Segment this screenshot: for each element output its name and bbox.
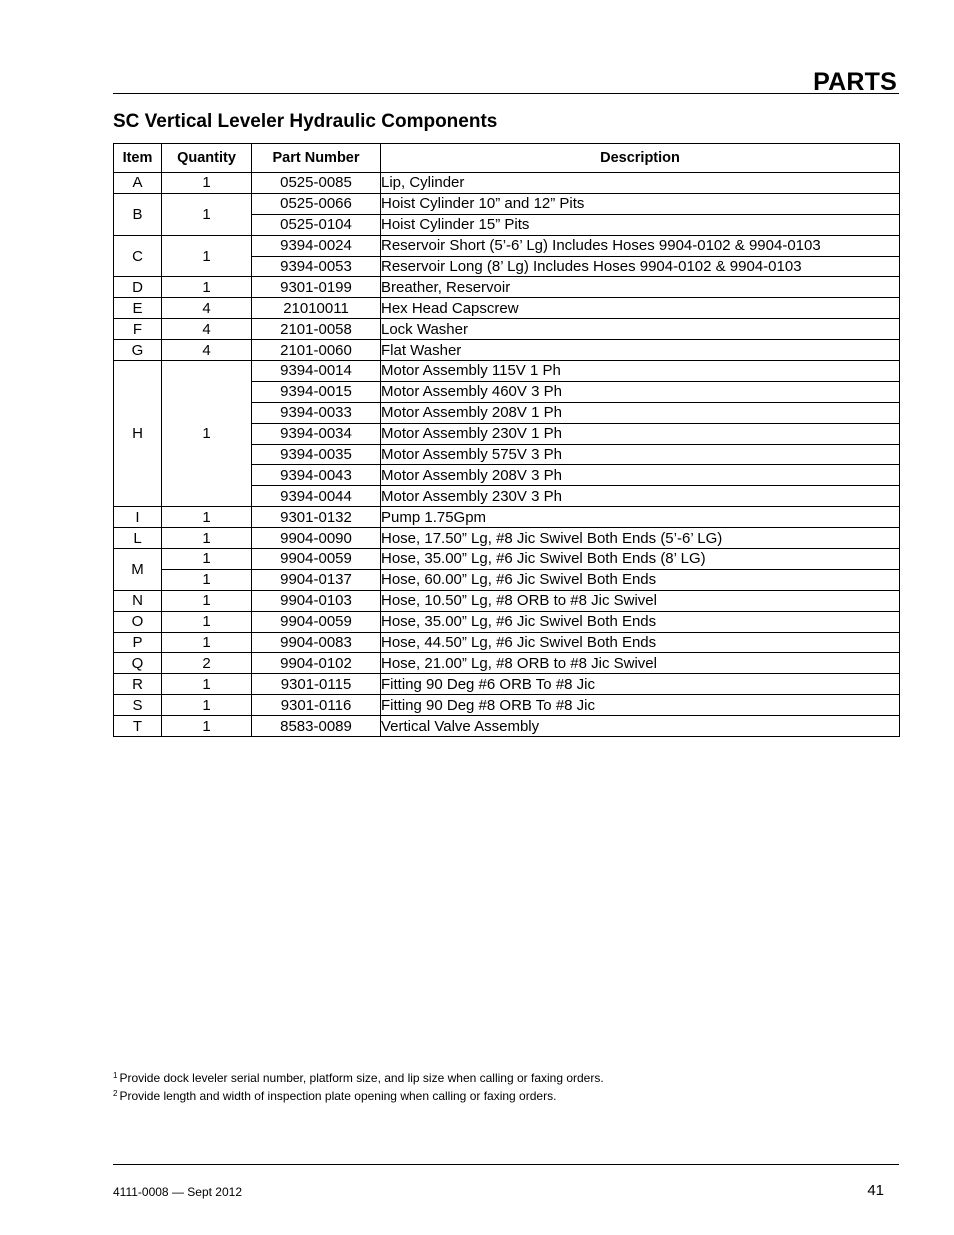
description-cell: Hose, 35.00” Lg, #6 Jic Swivel Both Ends (8’ LG) bbox=[381, 549, 900, 570]
footnote-mark: 2 bbox=[113, 1089, 118, 1098]
quantity-cell: 1 bbox=[162, 277, 252, 298]
part-number-cell: 9904-0059 bbox=[252, 549, 381, 570]
part-number-cell: 9301-0115 bbox=[252, 674, 381, 695]
table-header-row bbox=[114, 144, 900, 173]
part-number-cell: 9394-0043 bbox=[252, 465, 381, 486]
footnotes bbox=[113, 1068, 604, 1104]
parts-table bbox=[113, 143, 900, 737]
part-number-cell: 9394-0035 bbox=[252, 444, 381, 465]
table-row bbox=[114, 173, 900, 194]
document-reference: 4111-0008 — Sept 2012 bbox=[113, 1185, 242, 1199]
footnote-text: Provide dock leveler serial number, platform size, and lip size when calling or faxing orders. bbox=[119, 1071, 604, 1085]
item-cell: F bbox=[114, 319, 162, 340]
part-number-cell: 9394-0015 bbox=[252, 381, 381, 402]
description-cell: Flat Washer bbox=[381, 340, 900, 361]
part-number-cell: 9904-0137 bbox=[252, 569, 381, 590]
item-cell: O bbox=[114, 611, 162, 632]
quantity-cell: 1 bbox=[162, 632, 252, 653]
item-cell: S bbox=[114, 695, 162, 716]
description-cell: Hose, 10.50” Lg, #8 ORB to #8 Jic Swivel bbox=[381, 590, 900, 611]
part-number-cell: 0525-0104 bbox=[252, 214, 381, 235]
description-cell: Hose, 44.50” Lg, #6 Jic Swivel Both Ends bbox=[381, 632, 900, 653]
description-cell: Lip, Cylinder bbox=[381, 173, 900, 194]
part-number-cell: 9301-0116 bbox=[252, 695, 381, 716]
description-cell: Motor Assembly 208V 3 Ph bbox=[381, 465, 900, 486]
part-number-cell: 21010011 bbox=[252, 298, 381, 319]
part-number-cell: 2101-0060 bbox=[252, 340, 381, 361]
section-title: PARTS bbox=[813, 68, 897, 96]
item-cell: E bbox=[114, 298, 162, 319]
part-number-cell: 9394-0014 bbox=[252, 361, 381, 382]
table-row bbox=[114, 277, 900, 298]
quantity-cell: 1 bbox=[162, 695, 252, 716]
quantity-cell: 1 bbox=[162, 590, 252, 611]
column-header-part-number: Part Number bbox=[252, 144, 381, 173]
description-cell: Fitting 90 Deg #8 ORB To #8 Jic bbox=[381, 695, 900, 716]
item-cell: L bbox=[114, 528, 162, 549]
table-row bbox=[114, 507, 900, 528]
part-number-cell: 9904-0102 bbox=[252, 653, 381, 674]
part-number-cell: 9394-0033 bbox=[252, 402, 381, 423]
quantity-cell: 1 bbox=[162, 507, 252, 528]
quantity-cell: 1 bbox=[162, 235, 252, 277]
quantity-cell: 1 bbox=[162, 361, 252, 507]
table-row bbox=[114, 361, 900, 382]
quantity-cell: 1 bbox=[162, 193, 252, 235]
footnote-text: Provide length and width of inspection plate opening when calling or faxing orders. bbox=[119, 1089, 557, 1103]
item-cell: C bbox=[114, 235, 162, 277]
table-row bbox=[114, 674, 900, 695]
parts-table-body bbox=[114, 173, 900, 737]
description-cell: Lock Washer bbox=[381, 319, 900, 340]
part-number-cell: 9301-0199 bbox=[252, 277, 381, 298]
description-cell: Hoist Cylinder 15” Pits bbox=[381, 214, 900, 235]
description-cell: Pump 1.75Gpm bbox=[381, 507, 900, 528]
item-cell: B bbox=[114, 193, 162, 235]
column-header-description: Description bbox=[381, 144, 900, 173]
page-title: SC Vertical Leveler Hydraulic Components bbox=[113, 111, 498, 132]
item-cell: D bbox=[114, 277, 162, 298]
column-header-quantity: Quantity bbox=[162, 144, 252, 173]
table-row bbox=[114, 611, 900, 632]
description-cell: Hose, 35.00” Lg, #6 Jic Swivel Both Ends bbox=[381, 611, 900, 632]
part-number-cell: 9394-0024 bbox=[252, 235, 381, 256]
quantity-cell: 4 bbox=[162, 319, 252, 340]
table-row bbox=[114, 569, 900, 590]
description-cell: Motor Assembly 575V 3 Ph bbox=[381, 444, 900, 465]
quantity-cell: 1 bbox=[162, 716, 252, 737]
quantity-cell: 2 bbox=[162, 653, 252, 674]
quantity-cell: 1 bbox=[162, 569, 252, 590]
quantity-cell: 1 bbox=[162, 611, 252, 632]
item-cell: N bbox=[114, 590, 162, 611]
page-number: 41 bbox=[867, 1182, 884, 1199]
footnote-mark: 1 bbox=[113, 1071, 118, 1080]
part-number-cell: 9394-0044 bbox=[252, 486, 381, 507]
quantity-cell: 1 bbox=[162, 549, 252, 570]
quantity-cell: 4 bbox=[162, 298, 252, 319]
item-cell: H bbox=[114, 361, 162, 507]
part-number-cell: 9904-0090 bbox=[252, 528, 381, 549]
part-number-cell: 9394-0034 bbox=[252, 423, 381, 444]
quantity-cell: 1 bbox=[162, 674, 252, 695]
description-cell: Hose, 21.00” Lg, #8 ORB to #8 Jic Swivel bbox=[381, 653, 900, 674]
part-number-cell: 9394-0053 bbox=[252, 256, 381, 277]
table-row bbox=[114, 340, 900, 361]
item-cell: A bbox=[114, 173, 162, 194]
description-cell: Motor Assembly 230V 3 Ph bbox=[381, 486, 900, 507]
column-header-item: Item bbox=[114, 144, 162, 173]
footnote-1 bbox=[113, 1068, 604, 1086]
table-row bbox=[114, 549, 900, 570]
part-number-cell: 9904-0103 bbox=[252, 590, 381, 611]
description-cell: Motor Assembly 208V 1 Ph bbox=[381, 402, 900, 423]
description-cell: Hose, 17.50” Lg, #8 Jic Swivel Both Ends (5’-6’ LG) bbox=[381, 528, 900, 549]
quantity-cell: 1 bbox=[162, 528, 252, 549]
part-number-cell: 0525-0085 bbox=[252, 173, 381, 194]
item-cell: I bbox=[114, 507, 162, 528]
table-row bbox=[114, 193, 900, 214]
table-row bbox=[114, 653, 900, 674]
description-cell: Hoist Cylinder 10” and 12” Pits bbox=[381, 193, 900, 214]
table-row bbox=[114, 695, 900, 716]
description-cell: Hex Head Capscrew bbox=[381, 298, 900, 319]
description-cell: Hose, 60.00” Lg, #6 Jic Swivel Both Ends bbox=[381, 569, 900, 590]
description-cell: Motor Assembly 460V 3 Ph bbox=[381, 381, 900, 402]
part-number-cell: 9301-0132 bbox=[252, 507, 381, 528]
table-row bbox=[114, 528, 900, 549]
item-cell: R bbox=[114, 674, 162, 695]
item-cell: T bbox=[114, 716, 162, 737]
part-number-cell: 2101-0058 bbox=[252, 319, 381, 340]
table-row bbox=[114, 319, 900, 340]
item-cell: G bbox=[114, 340, 162, 361]
part-number-cell: 0525-0066 bbox=[252, 193, 381, 214]
quantity-cell: 4 bbox=[162, 340, 252, 361]
description-cell: Breather, Reservoir bbox=[381, 277, 900, 298]
description-cell: Reservoir Short (5’-6’ Lg) Includes Hoses 9904-0102 & 9904-0103 bbox=[381, 235, 900, 256]
part-number-cell: 8583-0089 bbox=[252, 716, 381, 737]
table-row bbox=[114, 590, 900, 611]
header-rule bbox=[113, 93, 899, 94]
description-cell: Motor Assembly 230V 1 Ph bbox=[381, 423, 900, 444]
description-cell: Fitting 90 Deg #6 ORB To #8 Jic bbox=[381, 674, 900, 695]
table-row bbox=[114, 716, 900, 737]
item-cell: Q bbox=[114, 653, 162, 674]
footer-rule bbox=[113, 1164, 899, 1165]
description-cell: Reservoir Long (8’ Lg) Includes Hoses 9904-0102 & 9904-0103 bbox=[381, 256, 900, 277]
description-cell: Vertical Valve Assembly bbox=[381, 716, 900, 737]
table-row bbox=[114, 632, 900, 653]
part-number-cell: 9904-0059 bbox=[252, 611, 381, 632]
footnote-2 bbox=[113, 1086, 604, 1104]
table-row bbox=[114, 235, 900, 256]
quantity-cell: 1 bbox=[162, 173, 252, 194]
item-cell: P bbox=[114, 632, 162, 653]
table-row bbox=[114, 298, 900, 319]
description-cell: Motor Assembly 115V 1 Ph bbox=[381, 361, 900, 382]
part-number-cell: 9904-0083 bbox=[252, 632, 381, 653]
item-cell: M bbox=[114, 549, 162, 591]
